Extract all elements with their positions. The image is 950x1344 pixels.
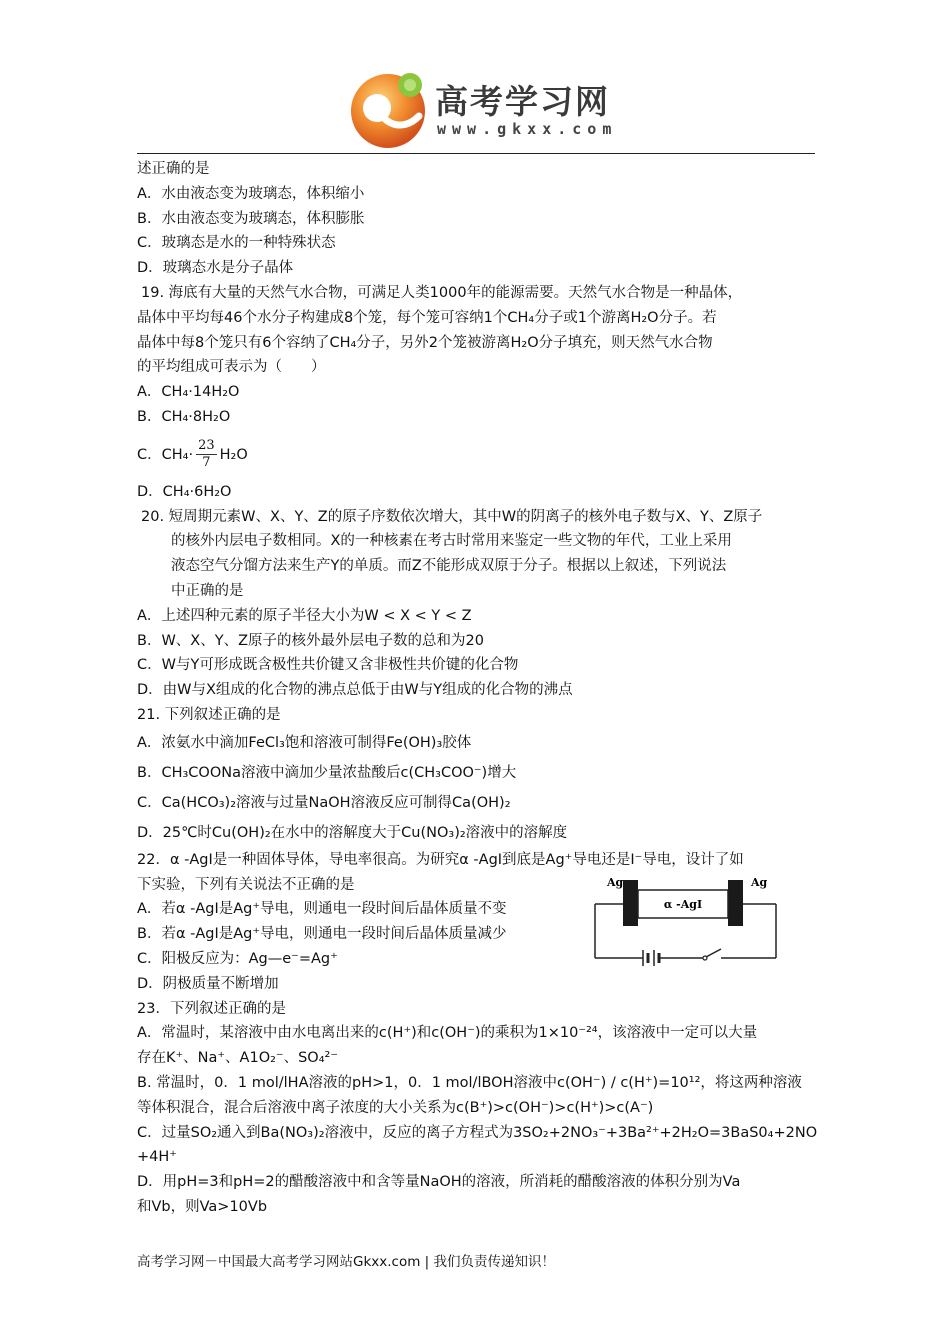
q22-option-a: A．若α -AgI是Ag⁺导电，则通电一段时间后晶体质量不变 xyxy=(137,901,507,918)
q21-option-d: D．25℃时Cu(OH)₂在水中的溶解度大于Cu(NO₃)₂溶液中的溶解度 xyxy=(137,824,568,841)
q20-option-b: B．W、X、Y、Z原子的核外最外层电子数的总和为20 xyxy=(137,632,484,649)
q20-option-c: C．W与Y可形成既含极性共价键又含非极性共价键的化合物 xyxy=(137,657,519,674)
q23-line: 和Vb，则Va>10Vb xyxy=(137,1198,268,1215)
page-footer: 高考学习网－中国最大高考学习网站Gkxx.com | 我们负责传递知识！ xyxy=(137,1254,556,1270)
right-silver-electrode xyxy=(728,880,743,926)
q20-option-a: A．上述四种元素的原子半径大小为W < X < Y < Z xyxy=(137,607,472,624)
q18-option-d: D．玻璃态水是分子晶体 xyxy=(137,260,294,277)
logo-url: www.gkxx.com xyxy=(437,120,618,138)
electrolysis-circuit-diagram xyxy=(593,874,783,969)
logo-icon xyxy=(347,68,429,150)
q22-option-b: B．若α -AgI是Ag⁺导电，则通电一段时间后晶体质量减少 xyxy=(137,926,507,943)
q21-option-a: A．浓氨水中滴加FeCl₃饱和溶液可制得Fe(OH)₃胶体 xyxy=(137,734,472,751)
header-divider xyxy=(137,153,815,154)
q18-stem: 述正确的是 xyxy=(137,161,210,177)
logo-title: 高考学习网 xyxy=(435,82,610,121)
q22-option-c: C．阳极反应为：Ag—e⁻=Ag⁺ xyxy=(137,950,338,967)
q23-line: 存在K⁺、Na⁺、A1O₂⁻、SO₄²⁻ xyxy=(137,1050,338,1067)
q22-option-d: D．阴极质量不断增加 xyxy=(137,975,279,992)
q19-line: 晶体中每8个笼只有6个容纳了CH₄分子，另外2个笼被游离H₂O分子填充，则天然气水合物 xyxy=(137,334,713,351)
right-electrode-label: Ag xyxy=(751,876,768,889)
q19-option-d: D．CH₄·6H₂O xyxy=(137,483,232,500)
q19-line: 晶体中平均每46个水分子构建成8个笼，每个笼可容纳1个CH₄分子或1个游离H₂O分子。若 xyxy=(137,309,717,326)
left-silver-electrode xyxy=(623,880,638,926)
q19-option-c-suffix: H₂O xyxy=(219,446,248,463)
q19-line: 的平均组成可表示为（ ） xyxy=(137,359,326,376)
q21-stem: 21. 下列叙述正确的是 xyxy=(137,706,281,723)
q23-line: +4H⁺ xyxy=(137,1149,177,1166)
fraction-denominator: 7 xyxy=(202,455,211,471)
switch-lever xyxy=(706,949,721,957)
q19-option-c xyxy=(137,430,815,480)
q23-line: D．用pH=3和pH=2的醋酸溶液中和含等量NaOH的溶液，所消耗的醋酸溶液的体积分别为Va xyxy=(137,1174,741,1191)
q20-line: 的核外内层电子数相同。X的一种核素在考古时常用来鉴定一些文物的年代，工业上采用 xyxy=(171,533,732,550)
q18-option-b: B．水由液态变为玻璃态，体积膨胀 xyxy=(137,210,365,227)
q20-line: 液态空气分馏方法来生产Y的单质。而Z不能形成双原于分子。根据以上叙述，下列说法 xyxy=(171,558,727,575)
q21-option-b: B．CH₃COONa溶液中滴加少量浓盐酸后c(CH₃COO⁻)增大 xyxy=(137,764,517,781)
q23-stem: 23．下列叙述正确的是 xyxy=(137,1000,286,1017)
document-body xyxy=(137,157,818,1220)
q19-line: 19. 海底有大量的天然气水合物，可满足人类1000年的能源需要。天然气水合物是一种晶体， xyxy=(141,284,743,301)
q19-option-c-prefix: C．CH₄· xyxy=(137,446,194,463)
page-header xyxy=(137,62,815,154)
q22-line: 22．α -AgI是一种固体导体，导电率很高。为研究α -AgI到底是Ag⁺导电还是I⁻导电，设计了如 xyxy=(137,851,744,868)
q20-line: 中正确的是 xyxy=(171,582,244,599)
left-electrode-label: Ag xyxy=(607,876,624,889)
q20-line: 20. 短周期元素W、X、Y、Z的原子序数依次增大，其中W的阴离子的核外电子数与X、Y、Z原子 xyxy=(141,508,763,525)
q19-option-a: A．CH₄·14H₂O xyxy=(137,384,240,401)
q18-option-c: C．玻璃态是水的一种特殊状态 xyxy=(137,235,336,252)
crystal-label: α -AgI xyxy=(663,898,703,911)
q23-line: 等体积混合，混合后溶液中离子浓度的大小关系为c(B⁺)>c(OH⁻)>c(H⁺)>c(A⁻) xyxy=(137,1099,654,1116)
fraction xyxy=(196,438,217,471)
q20-option-d: D．由W与X组成的化合物的沸点总低于由W与Y组成的化合物的沸点 xyxy=(137,682,573,699)
q21-option-c: C．Ca(HCO₃)₂溶液与过量NaOH溶液反应可制得Ca(OH)₂ xyxy=(137,794,511,811)
q23-line: C．过量SO₂通入到Ba(NO₃)₂溶液中，反应的离子方程式为3SO₂+2NO₃⁻+3Ba²⁺+2H₂O=3BaS0₄+2NO xyxy=(137,1124,818,1141)
q19-option-b: B．CH₄·8H₂O xyxy=(137,408,231,425)
q23-line: A．常温时，某溶液中由水电离出来的c(H⁺)和c(OH⁻)的乘积为1×10⁻²⁴，该溶液中一定可以大量 xyxy=(137,1025,758,1042)
q22-line: 下实验，下列有关说法不正确的是 xyxy=(137,876,355,893)
fraction-numerator: 23 xyxy=(198,438,215,454)
q23-line: B. 常温时，0．1 mol/lHA溶液的pH>1，0．1 mol/lBOH溶液中c(OH⁻) / c(H⁺)=10¹²，将这两种溶液 xyxy=(137,1074,802,1091)
q18-option-a: A．水由液态变为玻璃态，体积缩小 xyxy=(137,185,365,202)
